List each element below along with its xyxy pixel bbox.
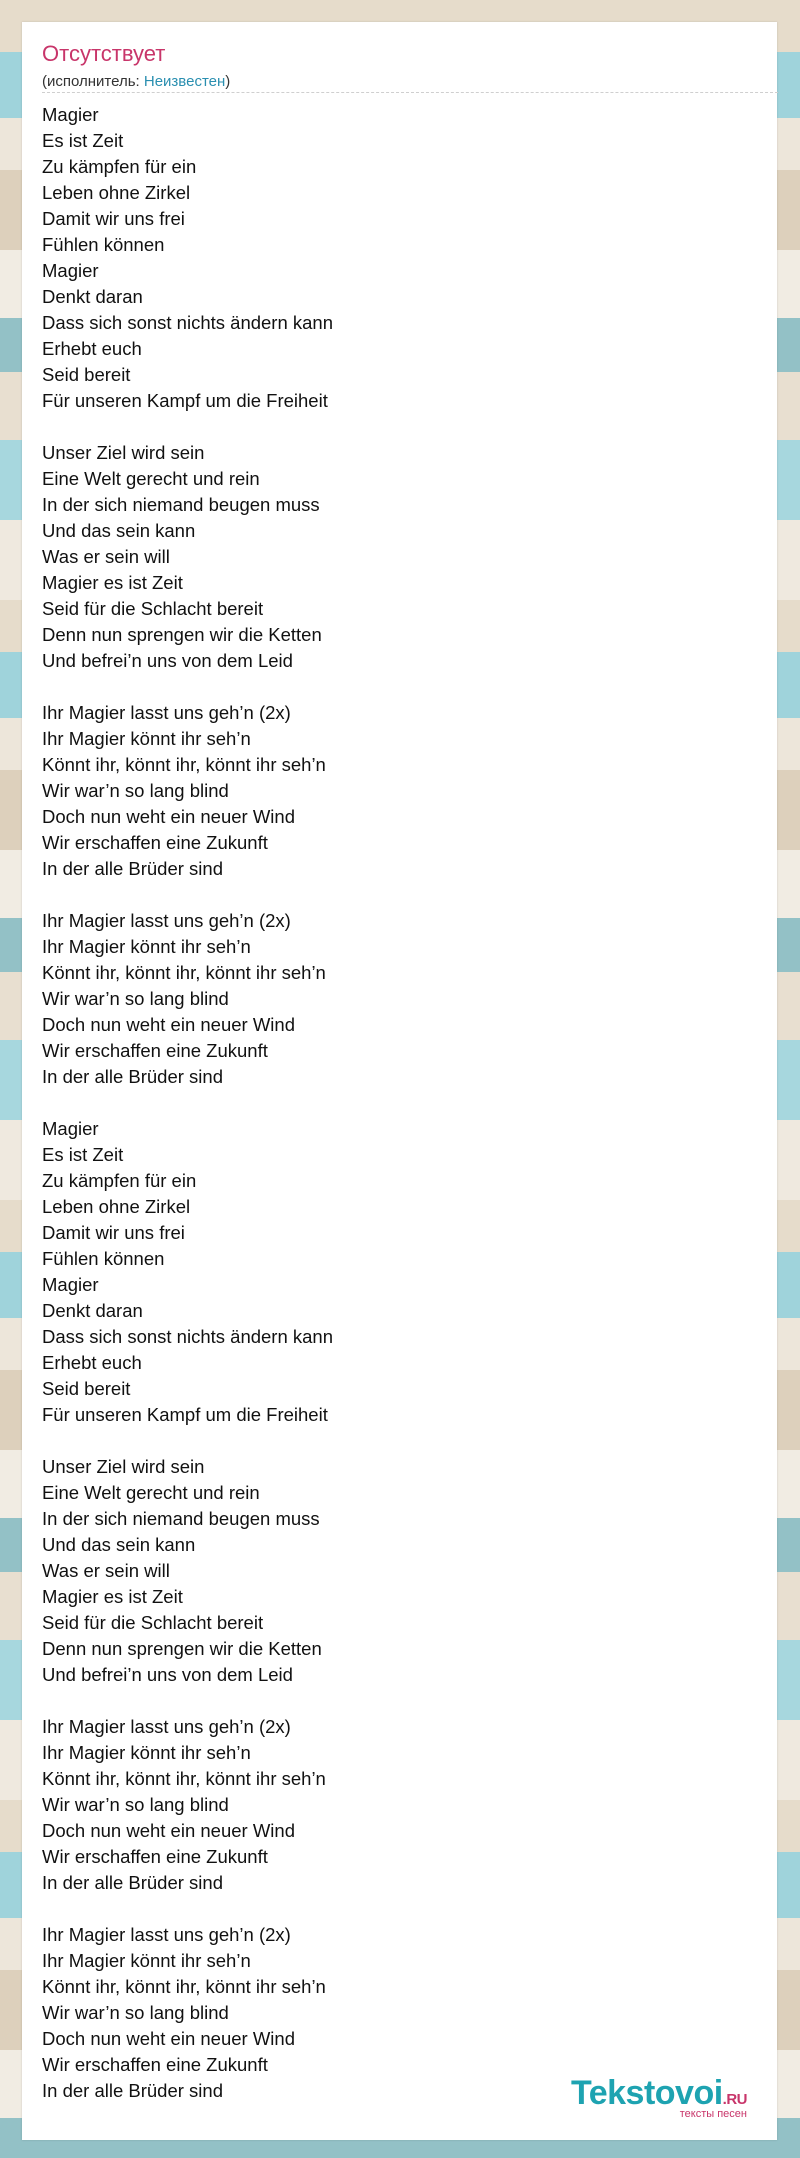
logo-tagline: тексты песен [679,2108,747,2120]
stanza-break [42,1428,333,1454]
lyric-line: Und das sein kann [42,1534,196,1555]
lyric-line: Eine Welt gerecht und rein [42,1482,260,1503]
lyric-line: Magier es ist Zeit [42,1586,183,1607]
stanza-break [42,1896,333,1922]
stanza-break [42,882,333,908]
lyric-line: Seid bereit [42,364,131,385]
lyric-line: Ihr Magier könnt ihr seh’n [42,1950,251,1971]
lyric-line: Ihr Magier lasst uns geh’n (2x) [42,1924,291,1945]
lyric-line: Doch nun weht ein neuer Wind [42,806,295,827]
lyric-line: Magier [42,260,99,281]
lyric-line: Und das sein kann [42,520,196,541]
lyric-line: Wir erschaffen eine Zukunft [42,832,268,853]
artist-prefix: (исполнитель: [42,73,144,90]
lyric-line: Denkt daran [42,1300,143,1321]
lyric-line: Magier [42,1118,99,1139]
lyric-line: Zu kämpfen für ein [42,1170,197,1191]
lyric-line: Wir war’n so lang blind [42,2002,229,2023]
lyric-line: Für unseren Kampf um die Freiheit [42,1404,328,1425]
lyric-line: Ihr Magier lasst uns geh’n (2x) [42,1716,291,1737]
lyric-line: Magier [42,1274,99,1295]
lyric-line: Wir erschaffen eine Zukunft [42,2054,268,2075]
lyric-line: Seid für die Schlacht bereit [42,1612,264,1633]
lyric-line: Fühlen können [42,1248,165,1269]
lyric-line: Damit wir uns frei [42,1222,185,1243]
lyric-line: Wir war’n so lang blind [42,780,229,801]
lyric-line: Doch nun weht ein neuer Wind [42,1014,295,1035]
lyric-line: Erhebt euch [42,1352,142,1373]
lyric-line: Wir erschaffen eine Zukunft [42,1040,268,1061]
artist-suffix: ) [225,73,231,90]
lyric-line: Was er sein will [42,546,170,567]
lyric-line: Könnt ihr, könnt ihr, könnt ihr seh’n [42,1768,326,1789]
lyric-line: Denn nun sprengen wir die Ketten [42,624,322,645]
stanza-break [42,1090,333,1116]
lyric-line: Doch nun weht ein neuer Wind [42,2028,295,2049]
lyric-line: Leben ohne Zirkel [42,182,191,203]
lyric-line: Und befrei’n uns von dem Leid [42,650,293,671]
stanza-break [42,414,333,440]
lyric-line: Damit wir uns frei [42,208,185,229]
lyric-line: Könnt ihr, könnt ihr, könnt ihr seh’n [42,962,326,983]
logo-tld: .RU [722,2091,747,2108]
artist-link[interactable]: Неизвестен [143,73,226,90]
lyric-line: Zu kämpfen für ein [42,156,197,177]
lyric-line: Eine Welt gerecht und rein [42,468,260,489]
lyric-line: In der alle Brüder sind [42,858,223,879]
lyric-line: Ihr Magier könnt ihr seh’n [42,936,251,957]
lyric-line: Wir war’n so lang blind [42,988,229,1009]
lyric-line: Denkt daran [42,286,143,307]
lyric-line: In der sich niemand beugen muss [42,1508,320,1529]
lyric-line: Leben ohne Zirkel [42,1196,191,1217]
lyric-line: Doch nun weht ein neuer Wind [42,1820,295,1841]
lyric-line: Es ist Zeit [42,130,124,151]
lyric-line: In der sich niemand beugen muss [42,494,320,515]
logo-wordmark [571,2076,747,2110]
lyric-line: Ihr Magier könnt ihr seh’n [42,1742,251,1763]
lyric-line: Fühlen können [42,234,165,255]
lyric-line: Unser Ziel wird sein [42,442,205,463]
artist-line [42,73,778,91]
lyric-line: In der alle Brüder sind [42,1872,223,1893]
lyric-line: Könnt ihr, könnt ihr, könnt ihr seh’n [42,754,326,775]
lyrics-text [42,102,333,2104]
lyric-line: Könnt ihr, könnt ihr, könnt ihr seh’n [42,1976,326,1997]
lyric-line: Dass sich sonst nichts ändern kann [42,312,334,333]
lyric-line: Was er sein will [42,1560,170,1581]
lyric-line: Für unseren Kampf um die Freiheit [42,390,328,411]
lyric-line: Ihr Magier könnt ihr seh’n [42,728,251,749]
lyric-line: Wir war’n so lang blind [42,1794,229,1815]
lyric-line: Magier es ist Zeit [42,572,183,593]
logo-brand: Tekstovoi [570,2074,723,2112]
lyric-line: Unser Ziel wird sein [42,1456,205,1477]
lyrics-card [22,22,777,2140]
lyric-line: Seid für die Schlacht bereit [42,598,264,619]
stanza-break [42,674,333,700]
lyric-line: Ihr Magier lasst uns geh’n (2x) [42,910,291,931]
site-logo[interactable] [571,2076,747,2120]
lyric-line: Seid bereit [42,1378,131,1399]
title-divider [42,92,778,93]
stanza-break [42,1688,333,1714]
lyric-line: Magier [42,104,99,125]
song-title: Отсутствует [42,41,166,66]
lyric-line: Wir erschaffen eine Zukunft [42,1846,268,1867]
lyric-line: Und befrei’n uns von dem Leid [42,1664,293,1685]
lyric-line: Erhebt euch [42,338,142,359]
lyric-line: In der alle Brüder sind [42,2080,223,2101]
lyric-line: Dass sich sonst nichts ändern kann [42,1326,334,1347]
lyric-line: Ihr Magier lasst uns geh’n (2x) [42,702,291,723]
lyric-line: Denn nun sprengen wir die Ketten [42,1638,322,1659]
lyric-line: In der alle Brüder sind [42,1066,223,1087]
lyric-line: Es ist Zeit [42,1144,124,1165]
